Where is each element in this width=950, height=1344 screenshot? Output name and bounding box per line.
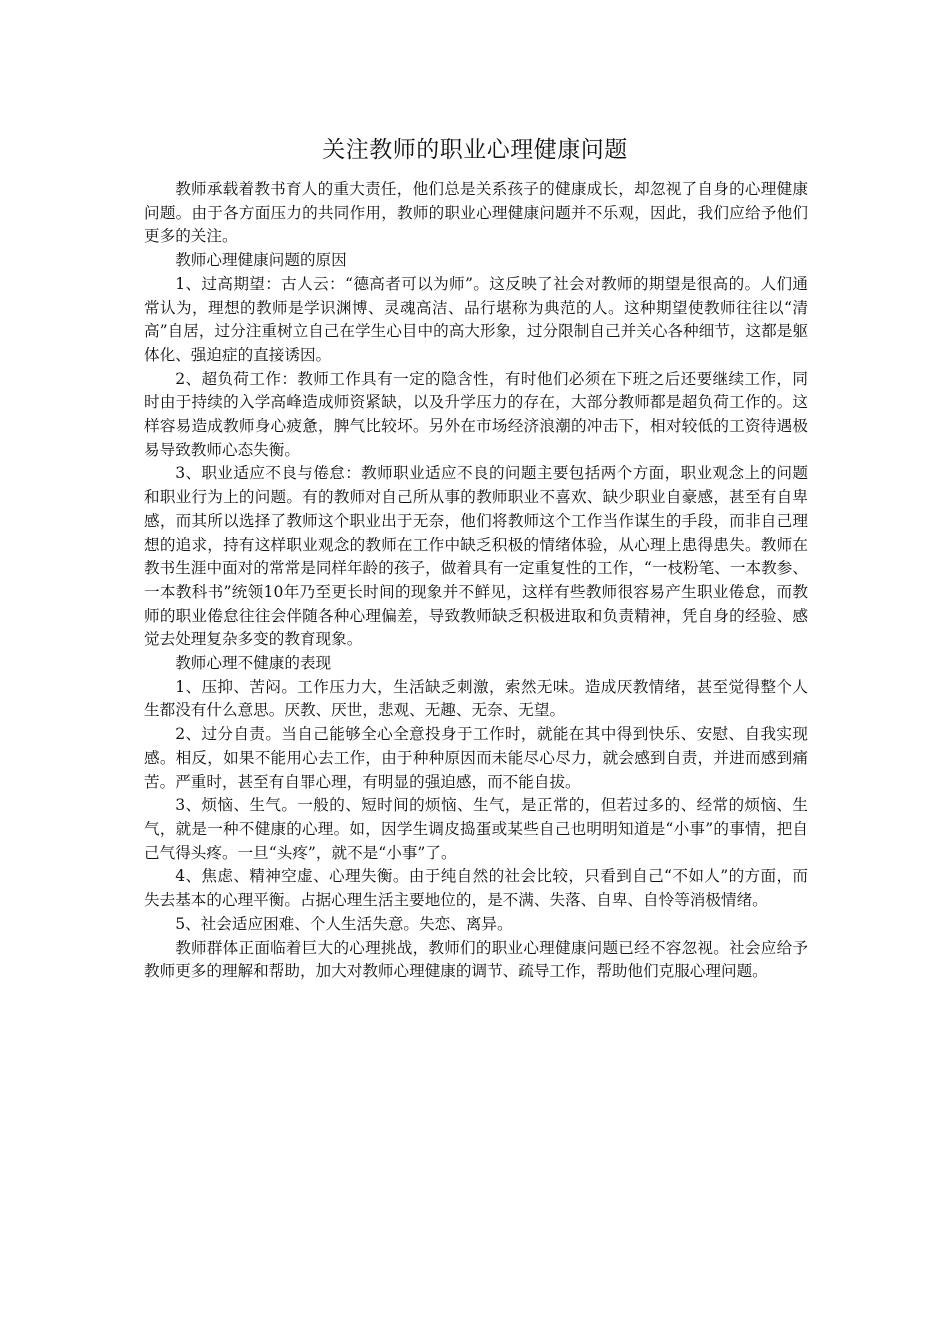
section-heading-causes: 教师心理健康问题的原因 <box>175 251 347 270</box>
paragraph-cause-1: 1、过高期望：古人云：“德高者可以为师”。这反映了社会对教师的期望是很高的。人们通常认为，理想的教师是学识渊博、灵魂高洁、品行堪称为典范的人。这种期望使教师往往以“清高”自居，过分注重树立自己在学生心目中的高大形象，过分限制自己并关心各种细节，这都是躯体化、强迫症的直接诱因。 <box>144 274 808 364</box>
document-body <box>144 178 808 984</box>
section-heading-symptoms: 教师心理不健康的表现 <box>175 654 332 673</box>
paragraph-symptom-3: 3、烦恼、生气。一般的、短时间的烦恼、生气，是正常的，但若过多的、经常的烦恼、生气，就是一种不健康的心理。如，因学生调皮捣蛋或某些自己也明明知道是“小事”的事情，把自己气得头疼。一旦“头疼”，就不是“小事”了。 <box>144 796 808 862</box>
paragraph-symptom-1: 1、压抑、苦闷。工作压力大，生活缺乏刺激，索然无味。造成厌教情绪，甚至觉得整个人生都没有什么意思。厌教、厌世，悲观、无趣、无奈、无望。 <box>144 677 808 720</box>
document-title: 关注教师的职业心理健康问题 <box>322 137 628 163</box>
paragraph-cause-2: 2、超负荷工作：教师工作具有一定的隐含性，有时他们必须在下班之后还要继续工作，同时由于持续的入学高峰造成师资紧缺，以及升学压力的存在，大部分教师都是超负荷工作的。这样容易造成教师身心疲惫，脾气比较坏。另外在市场经济浪潮的冲击下，相对较低的工资待遇极易导致教师心态失衡。 <box>144 369 808 459</box>
paragraph-symptom-4: 4、焦虑、精神空虚、心理失衡。由于纯自然的社会比较，只看到自己“不如人”的方面，而失去基本的心理平衡。占据心理生活主要地位的，是不满、失落、自卑、自怜等消极情绪。 <box>144 867 808 910</box>
intro-paragraph: 教师承载着教书育人的重大责任，他们总是关系孩子的健康成长，却忽视了自身的心理健康问题。由于各方面压力的共同作用，教师的职业心理健康问题并不乐观，因此，我们应给予他们更多的关注。 <box>144 180 808 246</box>
paragraph-symptom-2: 2、过分自责。当自己能够全心全意投身于工作时，就能在其中得到快乐、安慰、自我实现感。相反，如果不能用心去工作，由于种种原因而未能尽心尽力，就会感到自责，并进而感到痛苦。严重时，甚至有自罪心理，有明显的强迫感，而不能自拔。 <box>144 725 808 791</box>
paragraph-symptom-5: 5、社会适应困难、个人生活失意。失恋、离异。 <box>175 914 513 933</box>
conclusion-paragraph: 教师群体正面临着巨大的心理挑战，教师们的职业心理健康问题已经不容忽视。社会应给予教师更多的理解和帮助，加大对教师心理健康的调节、疏导工作，帮助他们克服心理问题。 <box>144 938 808 981</box>
paragraph-cause-3: 3、职业适应不良与倦怠：教师职业适应不良的问题主要包括两个方面，职业观念上的问题和职业行为上的问题。有的教师对自己所从事的教师职业不喜欢、缺少职业自豪感，甚至有自卑感，而其所以选择了教师这个职业出于无奈，他们将教师这个工作当作谋生的手段，而非自己理想的追求，持有这样职业观念的教师在工作中缺乏积极的情绪体验，从心理上患得患失。教师在教书生涯中面对的常常是同样年龄的孩子，做着具有一定重复性的工作，“一枝粉笔、一本教参、一本教科书”统领10年乃至更长时间的现象并不鲜见，这样有些教师很容易产生职业倦怠，而教师的职业倦怠往往会伴随各种心理偏差，导致教师缺乏积极进取和负责精神，凭自身的经验、感觉去处理复杂多变的教育现象。 <box>144 464 808 649</box>
